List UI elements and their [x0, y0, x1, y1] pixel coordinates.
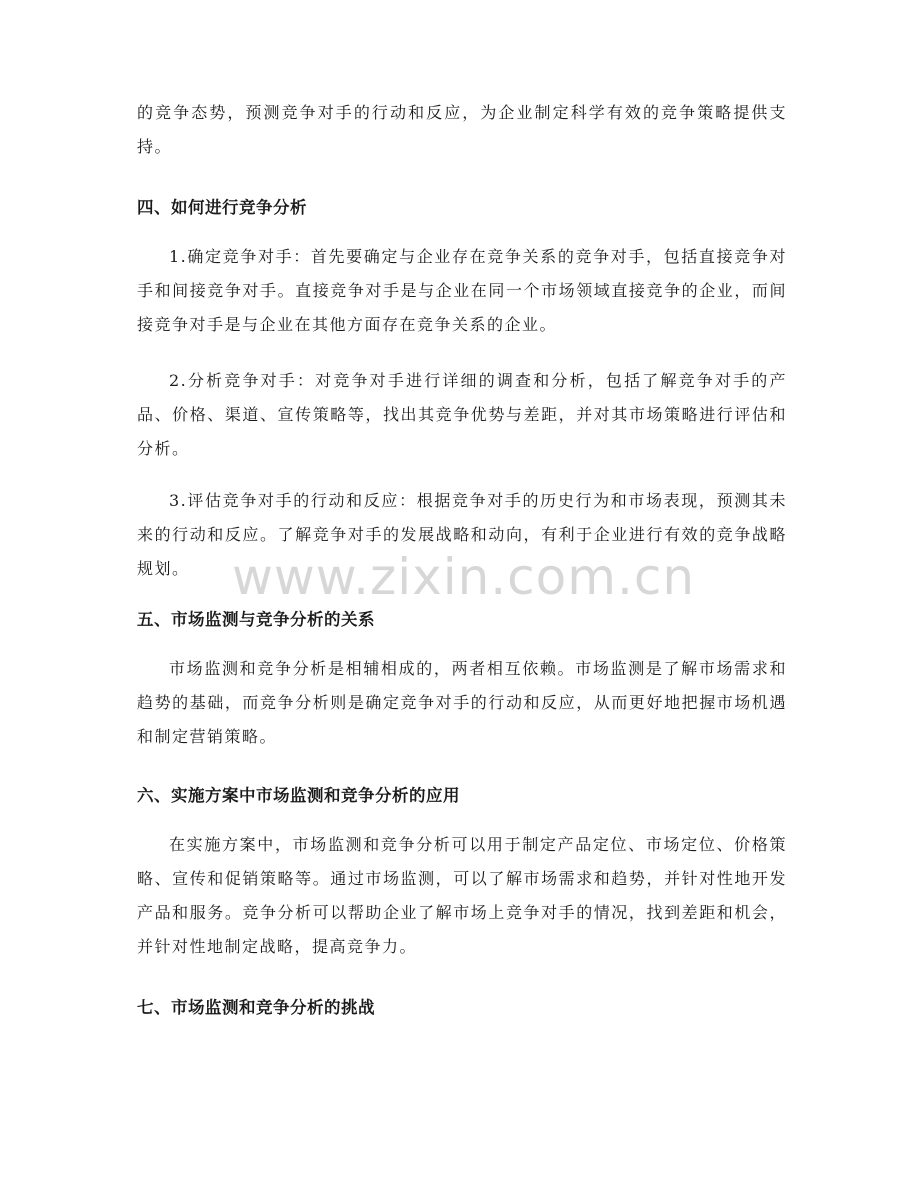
section-heading-6	[137, 784, 787, 808]
paragraph-4-3	[137, 484, 787, 586]
heading-text: 四、如何进行竞争分析	[137, 198, 307, 217]
watermark-text: www.zixin.com.cn	[232, 548, 696, 606]
paragraph-5	[137, 652, 787, 754]
section-heading-7	[137, 996, 787, 1020]
paragraph-text: 1.确定竞争对手：首先要确定与企业存在竞争关系的竞争对手，包括直接竞争对手和间接竞争对手。直接竞争对手是与企业在同一个市场领域直接竞争的企业，而间接竞争对手是与企业在其他方面存在竞争关系的企业。	[137, 247, 787, 334]
heading-text: 七、市场监测和竞争分析的挑战	[137, 998, 375, 1017]
paragraph-text: 在实施方案中，市场监测和竞争分析可以用于制定产品定位、市场定位、价格策略、宣传和促销策略等。通过市场监测，可以了解市场需求和趋势，并针对性地开发产品和服务。竞争分析可以帮助企业了解市场上竞争对手的情况，找到差距和机会，并针对性地制定战略，提高竞争力。	[137, 835, 787, 956]
paragraph-text: 的竞争态势，预测竞争对手的行动和反应，为企业制定科学有效的竞争策略提供支持。	[137, 103, 787, 156]
paragraph-4-1	[137, 240, 787, 342]
paragraph-text: 市场监测和竞争分析是相辅相成的，两者相互依赖。市场监测是了解市场需求和趋势的基础，而竞争分析则是确定竞争对手的行动和反应，从而更好地把握市场机遇和制定营销策略。	[137, 659, 787, 746]
paragraph-continuation	[137, 96, 787, 164]
section-heading-4	[137, 196, 787, 220]
paragraph-6	[137, 828, 787, 964]
paragraph-text: 2.分析竞争对手：对竞争对手进行详细的调查和分析，包括了解竞争对手的产品、价格、渠道、宣传策略等，找出其竞争优势与差距，并对其市场策略进行评估和分析。	[137, 371, 787, 458]
section-heading-5	[137, 608, 787, 632]
paragraph-text: 3.评估竞争对手的行动和反应：根据竞争对手的历史行为和市场表现，预测其未来的行动和反应。了解竞争对手的发展战略和动向，有利于企业进行有效的竞争战略规划。	[137, 491, 787, 578]
heading-text: 五、市场监测与竞争分析的关系	[137, 610, 375, 629]
paragraph-4-2	[137, 364, 787, 466]
heading-text: 六、实施方案中市场监测和竞争分析的应用	[137, 786, 460, 805]
